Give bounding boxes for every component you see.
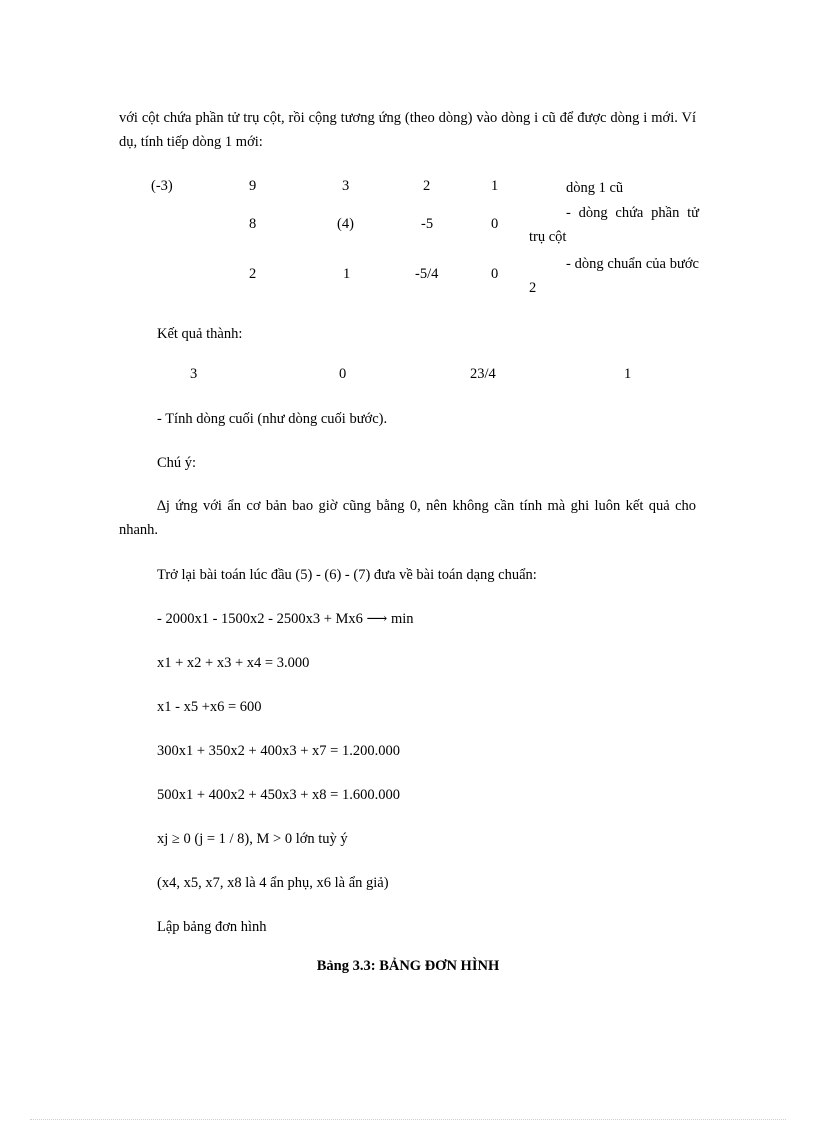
table-row-2-cell-1: 8 (249, 216, 257, 232)
table-caption: Bảng 3.3: BẢNG ĐƠN HÌNH (316, 958, 500, 974)
objective-equation: - 2000x1 - 1500x2 - 2500x3 + Mx6 ⟶ min (157, 611, 414, 627)
table-row-3-cell-4: 0 (491, 266, 499, 282)
constraint-1: x1 + x2 + x3 + x4 = 3.000 (157, 655, 310, 671)
paragraph-intro: với cột chứa phần tử trụ cột, rồi cộng tương ứng (theo dòng) vào dòng i cũ để được dòng i mới. Ví dụ, tính tiếp dòng 1 mới: (119, 110, 696, 150)
table-row-2-cell-4: 0 (491, 216, 499, 232)
table-intro: Lập bảng đơn hình (157, 919, 267, 935)
table-row-1-cell-1: 9 (249, 178, 257, 194)
last-row-note: - Tính dòng cuối (như dòng cuối bước). (157, 411, 388, 427)
table-row-1-multiplier: (-3) (151, 178, 173, 194)
constraint-4: 500x1 + 400x2 + 450x3 + x8 = 1.600.000 (157, 787, 400, 803)
table-row-3-cell-2: 1 (343, 266, 351, 282)
variable-note: (x4, x5, x7, x8 là 4 ẩn phụ, x6 là ẩn giả) (157, 875, 389, 891)
page-bottom-rule (30, 1119, 786, 1120)
note-label: Chú ý: (157, 455, 197, 471)
table-row-1-cell-4: 1 (491, 178, 499, 194)
constraint-2: x1 - x5 +x6 = 600 (157, 699, 262, 715)
delta-note: ∆j ứng với ẩn cơ bản bao giờ cũng bằng 0, nên không cần tính mà ghi luôn kết quả cho nhanh. (119, 498, 696, 538)
return-text: Trở lại bài toán lúc đầu (5) - (6) - (7) đưa về bài toán dạng chuẩn: (157, 567, 537, 583)
result-value-4: 1 (624, 366, 632, 382)
table-row-3-cell-1: 2 (249, 266, 257, 282)
constraint-3: 300x1 + 350x2 + 400x3 + x7 = 1.200.000 (157, 743, 400, 759)
table-row-2-cell-3: -5 (421, 216, 434, 232)
table-row-1-note: dòng 1 cũ (566, 180, 624, 196)
result-value-1: 3 (190, 366, 198, 382)
table-row-2-cell-2: (4) (337, 216, 354, 232)
table-row-2-note: - dòng chứa phần tử trụ cột (529, 205, 699, 245)
table-row-3-note: - dòng chuẩn của bước 2 (529, 256, 699, 296)
table-row-3-cell-3: -5/4 (415, 266, 439, 282)
table-row-1-cell-3: 2 (423, 178, 431, 194)
nonnegativity: xj ≥ 0 (j = 1 / 8), M > 0 lớn tuỳ ý (157, 831, 348, 847)
result-label: Kết quả thành: (157, 326, 243, 342)
result-value-2: 0 (339, 366, 347, 382)
table-row-1-cell-2: 3 (342, 178, 350, 194)
result-value-3: 23/4 (470, 366, 496, 382)
